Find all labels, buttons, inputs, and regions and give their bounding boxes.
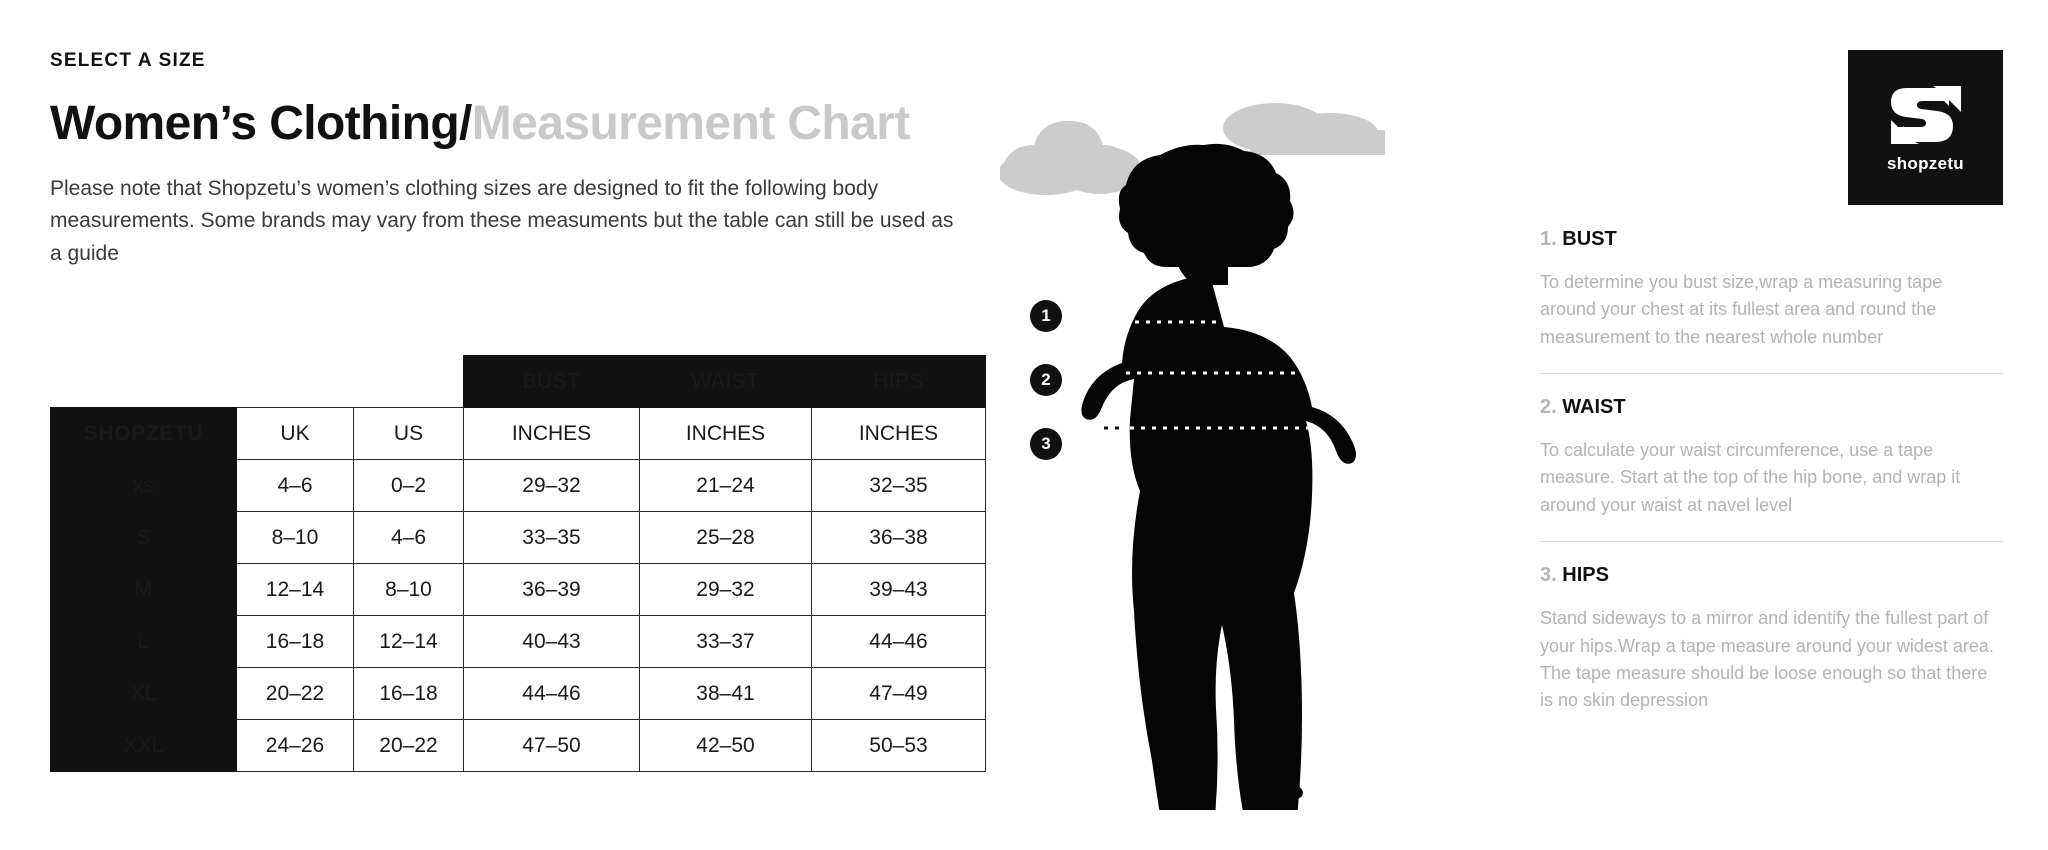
header-block [50,50,980,308]
page-title [50,98,980,151]
row-waist-value: 29–32 [640,564,812,616]
row-bust-value: 36–39 [464,564,640,616]
note-hips-title: HIPS [1562,564,1609,587]
note-divider [1540,541,2003,542]
body-illustration [1000,60,1520,810]
row-bust-value: 44–46 [464,668,640,720]
row-hips-value: 44–46 [812,616,986,668]
note-waist [1540,396,2003,519]
row-uk-value: 24–26 [237,720,354,772]
row-size-label: XXL [51,720,237,772]
column-header-us: US [354,408,464,460]
row-bust-value: 47–50 [464,720,640,772]
shopzetu-logo [1848,50,2003,205]
note-waist-heading [1540,396,2003,419]
note-hips [1540,564,2003,714]
note-waist-title: WAIST [1562,396,1626,419]
note-waist-body: To calculate your waist circumference, use a tape measure. Start at the top of the hip bone, and wrap it around your waist at navel level [1540,440,1961,515]
note-bust-number: 1. [1540,228,1557,250]
column-header-shopzetu: SHOPZETU [51,408,237,460]
cloud-icon [1000,121,1142,195]
logo-wordmark: shopzetu [1886,153,1964,173]
shopzetu-mark-icon [1887,82,1965,148]
table-row [51,616,986,668]
row-size-label: L [51,616,237,668]
table-spacer-cell [51,356,237,408]
note-waist-number: 2. [1540,396,1557,419]
row-bust-value: 29–32 [464,460,640,512]
row-hips-value: 39–43 [812,564,986,616]
note-bust-title: BUST [1562,228,1617,250]
marker-bust: 1 [1030,300,1062,332]
row-size-label: M [51,564,237,616]
group-header-bust: BUST [464,356,640,408]
row-hips-value: 47–49 [812,668,986,720]
column-header-hips-inches: INCHES [812,408,986,460]
note-divider [1540,373,2003,374]
row-size-label: xs [51,460,237,512]
cloud-icon [1223,103,1385,155]
table-row [51,460,986,512]
row-uk-value: 4–6 [237,460,354,512]
group-header-hips: HIPS [812,356,986,408]
table-row [51,512,986,564]
row-uk-value: 8–10 [237,512,354,564]
row-us-value: 8–10 [354,564,464,616]
row-us-value: 12–14 [354,616,464,668]
table-group-header-row [51,356,986,408]
note-bust [1540,228,2003,351]
row-us-value: 20–22 [354,720,464,772]
column-header-waist-inches: INCHES [640,408,812,460]
intro-paragraph: Please note that Shopzetu’s women’s clothing sizes are designed to fit the following body measurements. Some brands may vary from these measuments but the table can still be used as a guide [50,176,954,265]
marker-waist: 2 [1030,364,1062,396]
page-title-main: Women’s Clothing/ [50,97,472,150]
note-bust-body: To determine you bust size,wrap a measuring tape around your chest at its fullest area and round the measurement to the nearest whole number [1540,272,1943,347]
row-uk-value: 20–22 [237,668,354,720]
table-row [51,720,986,772]
row-hips-value: 50–53 [812,720,986,772]
row-us-value: 16–18 [354,668,464,720]
row-size-label: XL [51,668,237,720]
row-size-label: S [51,512,237,564]
row-waist-value: 38–41 [640,668,812,720]
row-uk-value: 16–18 [237,616,354,668]
note-hips-body: Stand sideways to a mirror and identify the fullest part of your hips.Wrap a tape measure around your widest area. The tape measure should be loose enough so that there is no skin depression [1540,608,1994,711]
table-spacer-cell [237,356,354,408]
row-bust-value: 33–35 [464,512,640,564]
row-uk-value: 12–14 [237,564,354,616]
column-header-uk: UK [237,408,354,460]
column-header-bust-inches: INCHES [464,408,640,460]
eyebrow-label: SELECT A SIZE [50,50,206,71]
female-body-silhouette [1081,144,1356,810]
table-row [51,564,986,616]
page-title-muted: Measurement Chart [471,97,910,150]
row-hips-value: 36–38 [812,512,986,564]
row-waist-value: 25–28 [640,512,812,564]
note-bust-heading [1540,228,2003,251]
measurement-notes [1540,228,2003,725]
note-hips-number: 3. [1540,564,1557,587]
row-hips-value: 32–35 [812,460,986,512]
row-us-value: 4–6 [354,512,464,564]
size-table [50,355,986,772]
group-header-waist: WAIST [640,356,812,408]
measure-markers [1030,300,1062,492]
row-waist-value: 21–24 [640,460,812,512]
row-us-value: 0–2 [354,460,464,512]
row-waist-value: 42–50 [640,720,812,772]
table-row [51,668,986,720]
table-spacer-cell [354,356,464,408]
note-hips-heading [1540,564,2003,587]
row-waist-value: 33–37 [640,616,812,668]
table-column-header-row [51,408,986,460]
marker-hips: 3 [1030,428,1062,460]
row-bust-value: 40–43 [464,616,640,668]
size-table-wrap [50,355,986,772]
